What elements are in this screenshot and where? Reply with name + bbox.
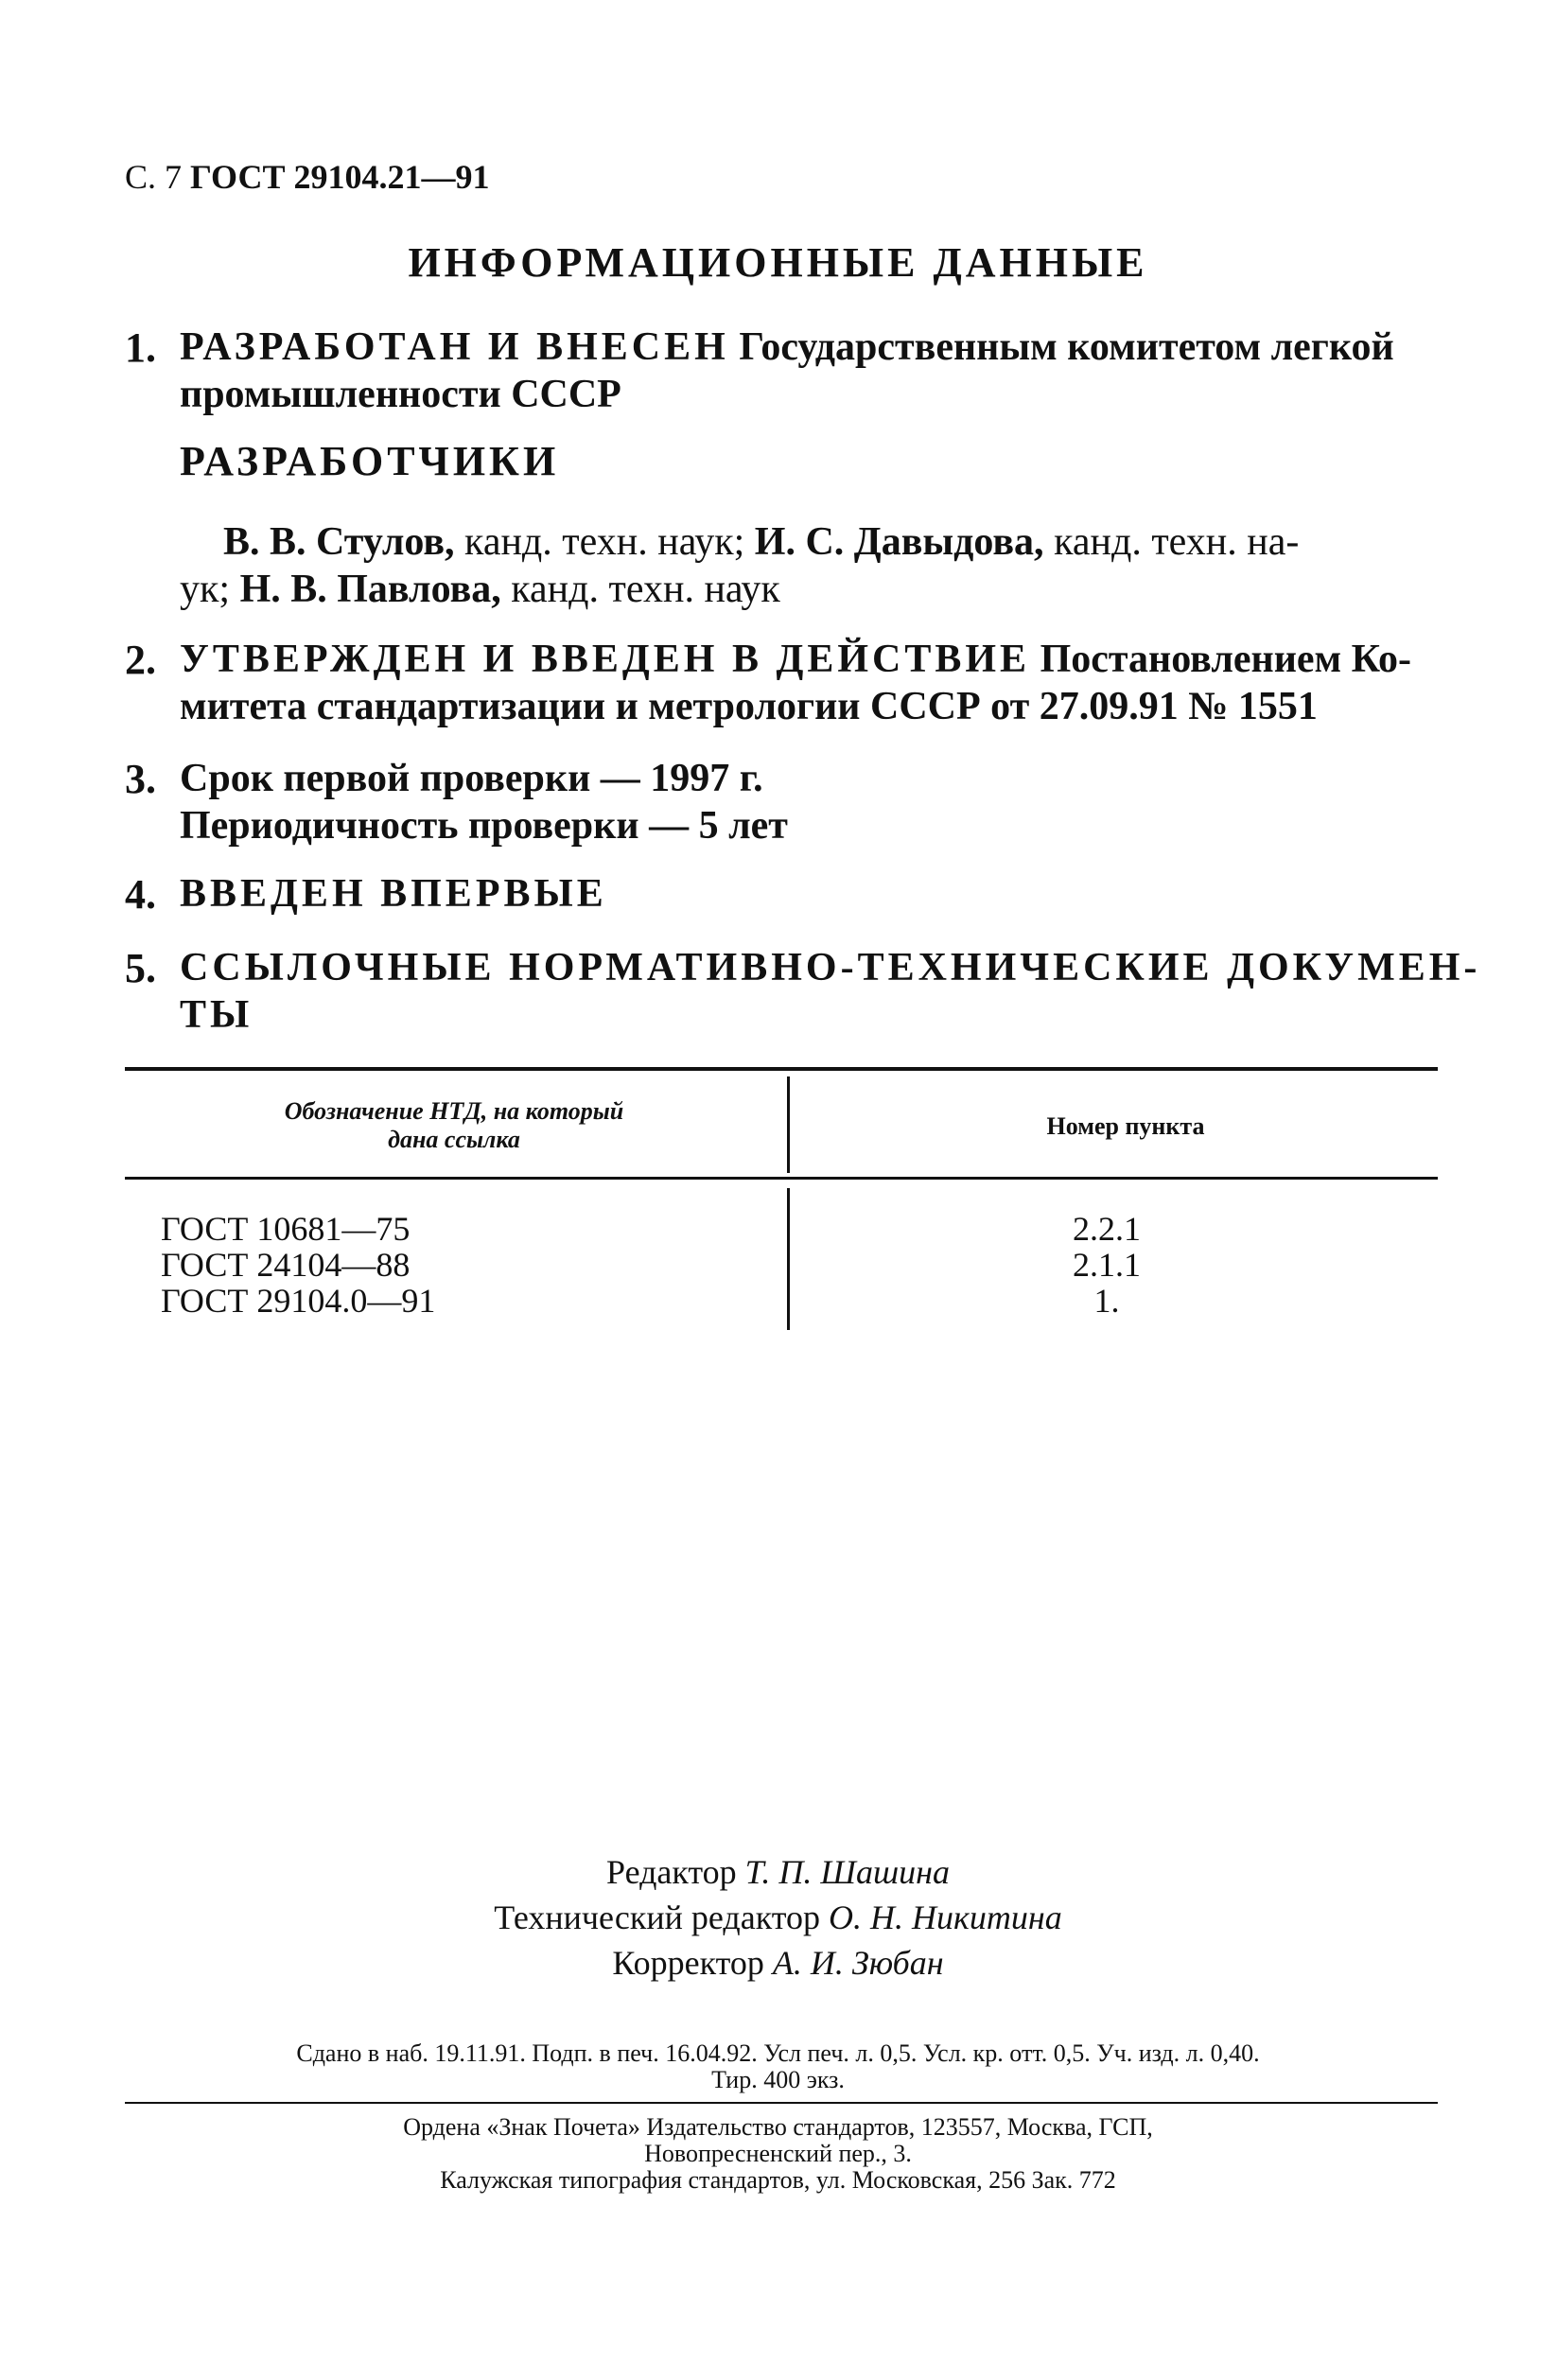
item-1-line1 [180, 324, 1394, 371]
editor-label: Редактор [606, 1853, 737, 1891]
proofreader-label: Корректор [612, 1944, 764, 1982]
developer-3-name: Н. В. Павлова, [239, 568, 501, 611]
developer-2-name: И. С. Давыдова, [754, 520, 1044, 564]
imprint-rule [125, 2102, 1438, 2104]
imprint-line-1: Сдано в наб. 19.11.91. Подп. в печ. 16.04.92. Усл печ. л. 0,5. Усл. кр. отт. 0,5. Уч. изд. л. 0,40. [296, 2039, 1260, 2067]
imprint-line-4: Новопресненский пер., 3. [644, 2140, 912, 2167]
editor-line [0, 1852, 1556, 1892]
page-number: С. 7 [125, 158, 183, 196]
item-1-heading: РАЗРАБОТАН И ВНЕСЕН [180, 325, 729, 369]
item-2-line1 [180, 636, 1411, 683]
item-4-number: 4. [125, 871, 156, 918]
item-4-heading: ВВЕДЕН ВПЕРВЫЕ [180, 872, 607, 916]
proofreader-name: А. И. Зюбан [772, 1944, 944, 1982]
item-3-line1: Срок первой проверки — 1997 г. [180, 757, 763, 800]
item-2-text-line2: митета стандартизации и метрологии СССР от 27.09.91 № 1551 [180, 685, 1318, 728]
table-header-rule [125, 1177, 1438, 1180]
table-header-divider [787, 1076, 790, 1173]
item-5-heading-line1: ССЫЛОЧНЫЕ НОРМАТИВНО-ТЕХНИЧЕСКИЕ ДОКУМЕН- [180, 946, 1481, 989]
table-header-doc-line1: Обозначение НТД, на который [284, 1097, 624, 1125]
item-5-heading-line2: ТЫ [180, 993, 254, 1037]
developers-line2 [180, 566, 780, 613]
developer-2-title: канд. техн. на- [1043, 520, 1300, 564]
table-header-doc-line2: дана ссылка [388, 1126, 520, 1153]
tech-editor-label: Технический редактор [494, 1899, 820, 1936]
item-2-number: 2. [125, 637, 156, 683]
table-row-1-clause: 2.2.1 [1073, 1210, 1141, 1248]
table-top-rule [125, 1067, 1438, 1071]
item-3-line2: Периодичность проверки — 5 лет [180, 804, 788, 848]
table-row-2-clause: 2.1.1 [1073, 1246, 1141, 1284]
item-2-text-line1: Постановлением Ко- [1040, 638, 1412, 681]
tech-editor-line [0, 1898, 1556, 1937]
item-1-number: 1. [125, 324, 156, 371]
imprint-line-2: Тир. 400 экз. [711, 2066, 845, 2093]
developer-1-name: В. В. Стулов, [223, 520, 455, 564]
page-header [125, 157, 489, 197]
imprint-line-5: Калужская типография стандартов, ул. Московская, 256 Зак. 772 [440, 2166, 1116, 2194]
table-row-3-clause: 1. [1093, 1282, 1120, 1320]
developer-3-title: канд. техн. наук [500, 568, 780, 611]
table-row-2-doc: ГОСТ 24104—88 [161, 1246, 411, 1284]
item-3-number: 3. [125, 756, 156, 802]
imprint-line-3: Ордена «Знак Почета» Издательство стандартов, 123557, Москва, ГСП, [403, 2113, 1153, 2141]
table-row-3-doc: ГОСТ 29104.0—91 [161, 1282, 436, 1320]
table-header-doc [189, 1097, 719, 1154]
editor-name: Т. П. Шашина [744, 1853, 950, 1891]
table-body-divider [787, 1188, 790, 1330]
item-1-text-line1: Государственным комитетом легкой [739, 325, 1394, 369]
table-row-1-doc: ГОСТ 10681—75 [161, 1210, 411, 1248]
item-5-number: 5. [125, 945, 156, 991]
developers-heading: РАЗРАБОТЧИКИ [180, 438, 560, 484]
item-2-heading: УТВЕРЖДЕН И ВВЕДЕН В ДЕЙСТВИЕ [180, 638, 1031, 681]
page-title: ИНФОРМАЦИОННЫЕ ДАННЫЕ [408, 239, 1148, 286]
developers-line2-start: ук; [180, 568, 240, 611]
tech-editor-name: О. Н. Никитина [829, 1899, 1062, 1936]
developers-line1 [223, 518, 1299, 566]
gost-number: ГОСТ 29104.21—91 [190, 158, 490, 196]
developer-1-title: канд. техн. наук; [454, 520, 755, 564]
table-header-clause: Номер пункта [1046, 1112, 1205, 1140]
item-1-text-line2: промышленности СССР [180, 373, 621, 416]
proofreader-line [0, 1943, 1556, 1983]
